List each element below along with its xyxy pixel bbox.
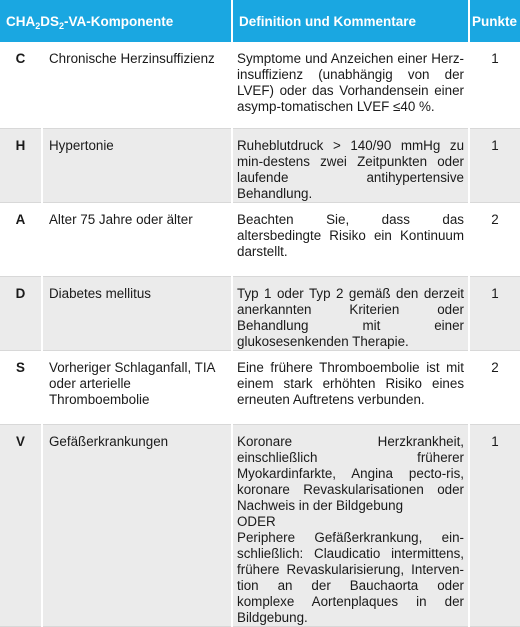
row-points: 1: [469, 42, 520, 128]
row-definition: [232, 424, 469, 626]
row-component: Alter 75 Jahre oder älter: [42, 202, 232, 276]
row-definition: Typ 1 oder Typ 2 gemäß den derzeit anerkannten Kriterien oder Behandlung mit einer glukosesenkenden Therapie.: [232, 276, 469, 350]
row-definition: Ruheblutdruck > 140/90 mmHg zu min-destens zwei Zeitpunkten oder laufende antihypertensive Behandlung.: [232, 128, 469, 202]
header-component: $CHA_2DS_2-VA$-Komponente: [0, 0, 232, 42]
row-component: Vorheriger Schlaganfall, TIA oder arterielle Thromboembolie: [42, 350, 232, 424]
row-points: 1: [469, 424, 520, 626]
row-component: Hypertonie: [42, 128, 232, 202]
definition-or: ODER: [237, 513, 276, 529]
row-letter: H: [0, 128, 42, 202]
row-points: 2: [469, 350, 520, 424]
row-component: Diabetes mellitus: [42, 276, 232, 350]
table-row: [0, 202, 520, 276]
row-points: 2: [469, 202, 520, 276]
definition-part-2: Periphere Gefäßerkrankung, ein-schließlich: Claudicatio intermittens, frühere Revaskularisierung, Interven-tion an der Bauchaorta oder komplexe Aortenplaques in der Bildgebung.: [237, 529, 465, 625]
table-header-row: [0, 0, 520, 42]
row-points: 1: [469, 128, 520, 202]
header-definition: Definition und Kommentare: [232, 0, 469, 42]
table-row: [0, 350, 520, 424]
row-definition: Beachten Sie, dass das altersbedingte Risiko ein Kontinuum darstellt.: [232, 202, 469, 276]
header-points: Punkte: [469, 0, 520, 42]
table-row: [0, 128, 520, 202]
row-letter: C: [0, 42, 42, 128]
row-definition: Eine frühere Thromboembolie ist mit einem stark erhöhten Risiko eines erneuten Auftretens verbunden.: [232, 350, 469, 424]
row-letter: S: [0, 350, 42, 424]
row-letter: D: [0, 276, 42, 350]
table-row: [0, 42, 520, 128]
row-definition: Symptome und Anzeichen einer Herz-insuffizienz (unabhängig von der LVEF) oder das Vorhandensein einer asymp-tomatischen LVEF ≤40 %.: [232, 42, 469, 128]
row-letter: V: [0, 424, 42, 626]
row-letter: A: [0, 202, 42, 276]
definition-part-1: Koronare Herzkrankheit, einschließlich früherer Myokardinfarkte, Angina pecto-ris, koronare Revaskularisationen oder Nachweis in der Bildgebung: [237, 433, 465, 513]
row-component: Chronische Herzinsuffizienz: [42, 42, 232, 128]
row-points: 1: [469, 276, 520, 350]
table-row: [0, 276, 520, 350]
row-component: Gefäßerkrankungen: [42, 424, 232, 626]
table-row: [0, 424, 520, 626]
